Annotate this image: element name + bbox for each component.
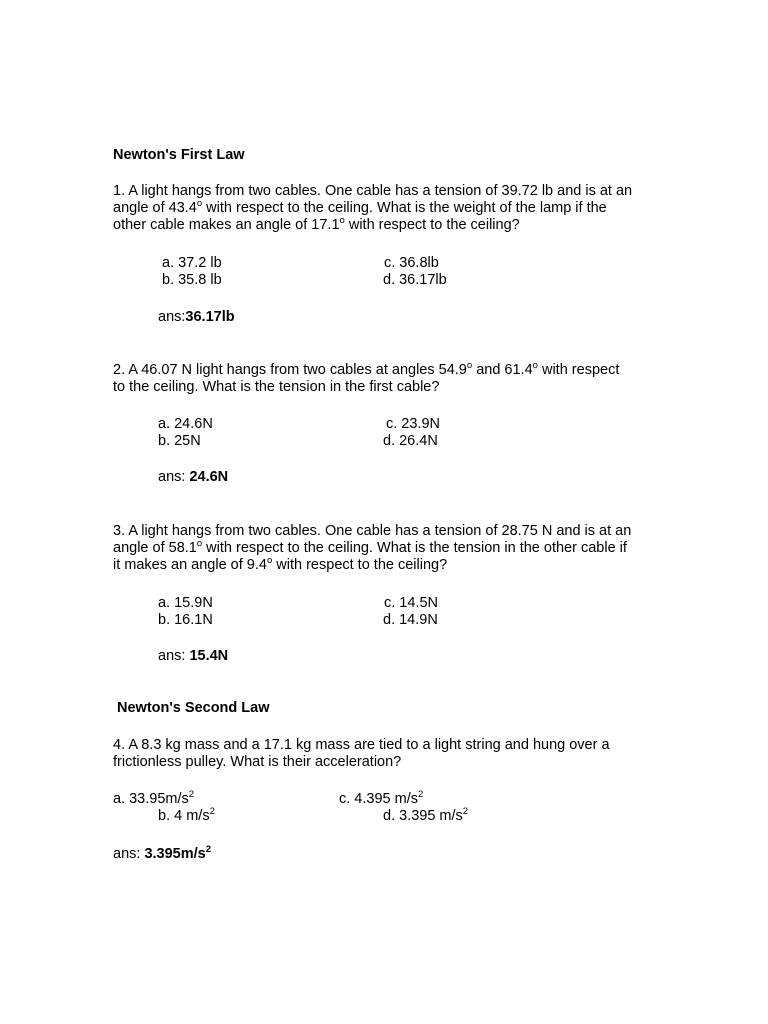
option-text: c. 4.395 m/s: [339, 791, 418, 807]
question-4-option-c: [339, 791, 423, 808]
section-heading-second-law: Newton's Second Law: [117, 700, 270, 716]
option-text: a. 33.95m/s: [113, 791, 189, 807]
question-4-option-d: [383, 808, 468, 825]
question-3-answer: [158, 648, 228, 665]
text-fragment: angle of 58.1: [113, 540, 197, 556]
question-4-option-b: [158, 808, 215, 825]
question-3-line-1: 3. A light hangs from two cables. One cable has a tension of 28.75 N and is at an: [113, 523, 632, 539]
exponent-superscript: 2: [417, 789, 424, 800]
question-1-option-c: c. 36.8lb: [384, 255, 439, 271]
question-1-line-3: [113, 217, 673, 234]
question-2-option-b: b. 25N: [158, 433, 201, 449]
answer-value: [144, 846, 211, 862]
text-fragment: with respect to the ceiling?: [272, 557, 448, 573]
answer-label: ans:: [158, 648, 190, 664]
degree-superscript: o: [466, 360, 473, 371]
question-1-option-d: d. 36.17lb: [383, 272, 447, 288]
question-4-line-2: frictionless pulley. What is their acceleration?: [113, 754, 402, 770]
degree-superscript: o: [196, 198, 203, 209]
question-2-option-c: c. 23.9N: [386, 416, 440, 432]
question-2-answer: [158, 469, 228, 486]
section-heading-first-law: Newton's First Law: [113, 147, 245, 163]
question-4-text: [113, 737, 673, 771]
text-fragment: and 61.4: [472, 362, 533, 378]
degree-superscript: o: [196, 538, 203, 549]
text-fragment: with respect: [537, 362, 620, 378]
answer-label: ans:: [158, 309, 186, 325]
question-2-line-2: to the ceiling. What is the tension in the first cable?: [113, 379, 440, 395]
exponent-superscript: 2: [209, 806, 215, 817]
question-3-line-3: [113, 557, 673, 574]
option-text: d. 3.395 m/s: [383, 808, 463, 824]
exponent-superscript: 2: [205, 844, 212, 855]
degree-superscript: o: [266, 555, 273, 566]
text-fragment: other cable makes an angle of 17.1: [113, 217, 340, 233]
question-3-option-c: c. 14.5N: [384, 595, 438, 611]
question-3-option-a: a. 15.9N: [158, 595, 213, 611]
answer-value: 24.6N: [189, 469, 229, 485]
answer-label: ans:: [113, 846, 145, 862]
option-text: b. 4 m/s: [158, 808, 210, 824]
question-4-line-1: 4. A 8.3 kg mass and a 17.1 kg mass are tied to a light string and hung over a: [113, 737, 610, 753]
exponent-superscript: 2: [462, 806, 469, 817]
question-1-line-1: 1. A light hangs from two cables. One cable has a tension of 39.72 lb and is at an: [113, 183, 633, 199]
question-4-option-a: [113, 791, 194, 808]
question-3-text: [113, 523, 673, 574]
question-1-answer: [158, 309, 235, 326]
question-1-option-b: b. 35.8 lb: [162, 272, 222, 288]
text-fragment: with respect to the ceiling. What is the weight of the lamp if the: [202, 200, 607, 216]
exponent-superscript: 2: [188, 789, 195, 800]
answer-value-text: 3.395m/s: [144, 846, 206, 862]
question-2-option-d: d. 26.4N: [383, 433, 438, 449]
question-2-text: [113, 362, 673, 396]
question-4-answer: [113, 846, 211, 863]
question-3-option-d: d. 14.9N: [383, 612, 438, 628]
answer-label: ans:: [158, 469, 190, 485]
question-2-option-a: a. 24.6N: [158, 416, 213, 432]
degree-superscript: o: [339, 215, 345, 226]
text-fragment: 2. A 46.07 N light hangs from two cables at angles 54.9: [113, 362, 467, 378]
question-3-line-2: [113, 540, 673, 557]
degree-superscript: o: [532, 360, 538, 371]
answer-value: 36.17lb: [185, 309, 235, 325]
question-1-line-2: [113, 200, 673, 217]
text-fragment: it makes an angle of 9.4: [113, 557, 267, 573]
question-1-option-a: a. 37.2 lb: [162, 255, 222, 271]
question-3-option-b: b. 16.1N: [158, 612, 213, 628]
text-fragment: with respect to the ceiling. What is the tension in the other cable if: [202, 540, 627, 556]
answer-value: 15.4N: [189, 648, 229, 664]
question-1-text: [113, 183, 673, 234]
text-fragment: angle of 43.4: [113, 200, 197, 216]
question-2-line-1: [113, 362, 673, 379]
text-fragment: with respect to the ceiling?: [344, 217, 520, 233]
